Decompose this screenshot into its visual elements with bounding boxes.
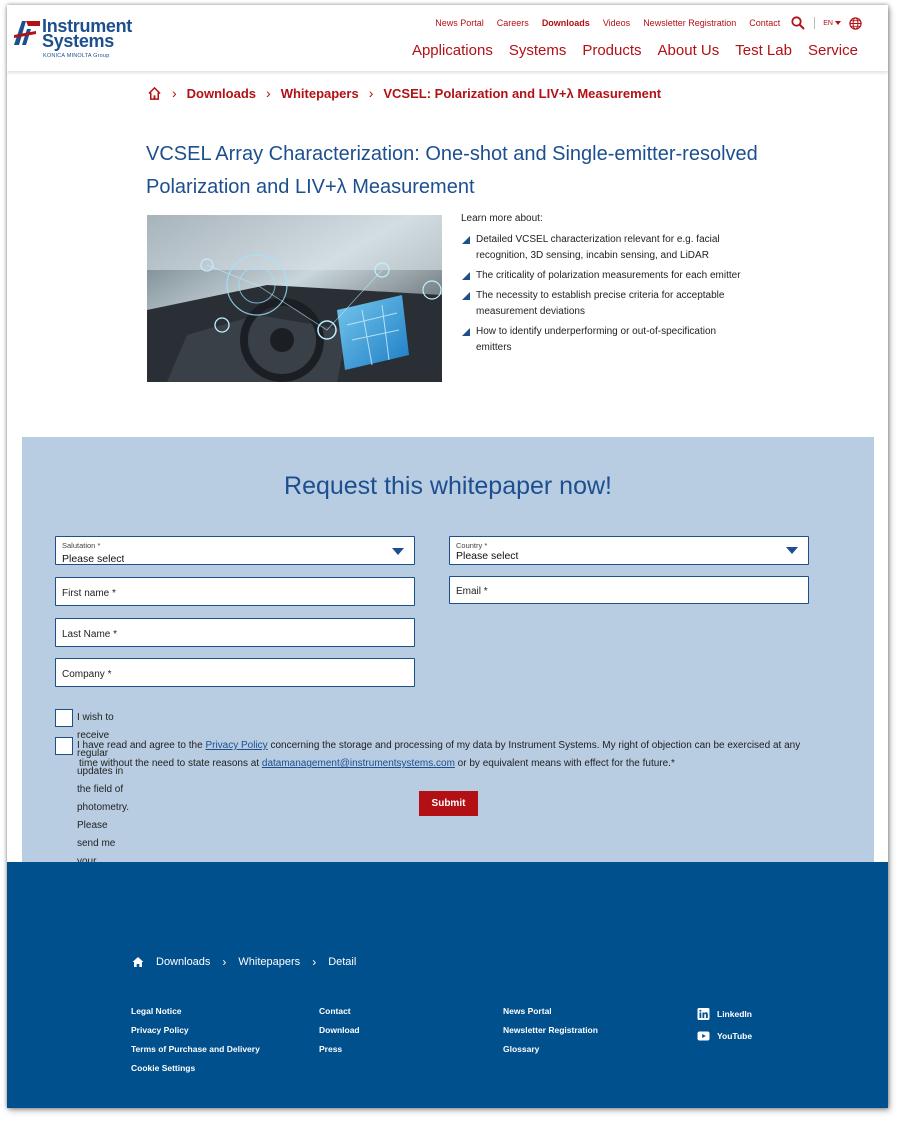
last-name-placeholder: Last Name * [62, 629, 118, 640]
footer-link-terms[interactable]: Terms of Purchase and Delivery [131, 1044, 260, 1054]
submit-button[interactable]: Submit [419, 791, 478, 816]
search-icon[interactable] [791, 16, 805, 30]
privacy-checkbox[interactable] [55, 737, 73, 755]
footer-link-download[interactable]: Download [319, 1025, 360, 1035]
list-item [461, 232, 751, 264]
nav-applications[interactable]: Applications [411, 42, 493, 59]
salutation-label: Salutation * [62, 541, 101, 550]
learn-more-lead: Learn more about: [461, 213, 543, 224]
company-logo[interactable] [12, 15, 152, 63]
nav-systems[interactable]: Systems [508, 42, 567, 59]
home-icon[interactable] [147, 86, 162, 101]
footer-link-cookie-settings[interactable]: Cookie Settings [131, 1063, 196, 1073]
chevron-right-icon: › [312, 955, 317, 969]
footer-link-press[interactable]: Press [319, 1044, 343, 1054]
youtube-label: YouTube [717, 1030, 753, 1041]
newsletter-checkbox[interactable] [55, 709, 73, 727]
footer-link-glossary[interactable]: Glossary [503, 1044, 540, 1054]
privacy-text-line2-after: or by equivalent means with effect for the future.* [454, 758, 675, 769]
logo-subtitle: KONICA MINOLTA Group [43, 53, 110, 59]
top-link-contact[interactable]: Contact [749, 18, 781, 28]
newsletter-text: I wish to receive regular updates in the field of photometry. Please send me [77, 712, 130, 849]
logo-mark-icon [12, 17, 42, 47]
globe-icon[interactable] [849, 17, 862, 30]
home-icon[interactable] [132, 956, 144, 968]
list-item [461, 268, 751, 284]
hero-image [147, 215, 442, 382]
site-footer [7, 862, 888, 1108]
first-name-field[interactable] [55, 577, 415, 606]
footer-link-newsletter[interactable]: Newsletter Registration [503, 1025, 598, 1035]
breadcrumb-current: VCSEL: Polarization and LIV+λ Measurement [383, 85, 662, 101]
top-navigation [422, 16, 862, 30]
footer-link-news-portal[interactable]: News Portal [503, 1006, 552, 1016]
request-form-section [22, 437, 874, 862]
nav-products[interactable]: Products [582, 42, 642, 59]
list-item [461, 288, 751, 320]
logo-text-line1: Instrument [42, 16, 133, 36]
site-header [7, 5, 888, 71]
bullet-icon [462, 272, 470, 280]
language-selector[interactable] [823, 20, 841, 27]
footer-breadcrumb-detail: Detail [328, 956, 357, 968]
footer-column-resources [503, 1007, 598, 1064]
top-link-downloads[interactable]: Downloads [541, 18, 590, 28]
company-placeholder: Company * [62, 669, 112, 680]
chevron-down-icon [786, 547, 798, 554]
country-value: Please select [456, 550, 519, 562]
bullet-icon [462, 328, 470, 336]
privacy-text-line1 [77, 737, 800, 755]
logo-text-line2: Systems [42, 31, 114, 51]
data-management-email-link[interactable]: datamanagement@instrumentsystems.com [261, 758, 455, 769]
chevron-down-icon [835, 21, 841, 25]
bullet-icon [462, 236, 470, 244]
chevron-right-icon: › [222, 955, 227, 969]
email-placeholder: Email * [456, 586, 488, 597]
footer-breadcrumb-whitepapers[interactable]: Whitepapers [238, 956, 301, 968]
list-item-text: The criticality of polarization measurements for each emitter [476, 270, 741, 281]
footer-link-legal-notice[interactable]: Legal Notice [131, 1006, 182, 1016]
bullet-icon [462, 292, 470, 300]
footer-column-company [319, 1007, 360, 1064]
chevron-right-icon: › [266, 85, 271, 101]
footer-breadcrumb [132, 955, 356, 969]
footer-link-youtube[interactable] [697, 1030, 752, 1042]
form-heading: Request this whitepaper now! [284, 472, 612, 500]
main-navigation [396, 42, 858, 59]
page-title: VCSEL Array Characterization: One-shot and Single-emitter-resolved Polarization and LIV+λ Measurement [146, 143, 758, 198]
nav-divider [814, 17, 815, 29]
privacy-policy-link[interactable]: Privacy Policy [205, 740, 268, 751]
company-field[interactable] [55, 658, 415, 687]
nav-service[interactable]: Service [807, 42, 858, 59]
first-name-placeholder: First name * [62, 588, 116, 599]
language-code: EN [823, 19, 833, 27]
salutation-value: Please select [62, 553, 125, 564]
privacy-text-line2 [79, 755, 675, 773]
last-name-field[interactable] [55, 618, 415, 647]
learn-more-list [461, 213, 751, 360]
country-label: Country * [456, 541, 488, 550]
top-link-videos[interactable]: Videos [602, 18, 631, 28]
country-select[interactable] [449, 536, 809, 565]
chevron-down-icon [392, 548, 404, 555]
list-item-text: The necessity to establish precise criteria for acceptable measurement deviations [476, 290, 725, 317]
top-link-newsletter[interactable]: Newsletter Registration [643, 18, 737, 28]
privacy-text-middle: concerning the storage and processing of my data by Instrument Systems. My right of objection can be exercised at any [267, 740, 801, 751]
chevron-right-icon: › [368, 85, 374, 101]
footer-link-linkedin[interactable] [697, 1008, 752, 1020]
privacy-text-before: I have read and agree to the [77, 740, 206, 751]
linkedin-icon [697, 1008, 710, 1020]
page [7, 5, 888, 1108]
footer-breadcrumb-downloads[interactable]: Downloads [156, 956, 211, 968]
top-link-news-portal[interactable]: News Portal [435, 18, 484, 28]
list-item-text: Detailed VCSEL characterization relevant for e.g. facial recognition, 3D sensing, incabin sensing, and LiDAR [476, 234, 720, 261]
footer-column-social [697, 1008, 752, 1052]
linkedin-label: LinkedIn [717, 1008, 752, 1019]
privacy-text-line2-before: time without the need to state reasons at [79, 758, 262, 769]
list-item-text: How to identify underperforming or out-of-specification emitters [476, 326, 717, 353]
footer-link-privacy-policy[interactable]: Privacy Policy [131, 1025, 189, 1035]
footer-link-contact[interactable]: Contact [319, 1006, 351, 1016]
youtube-icon [697, 1030, 710, 1042]
salutation-select[interactable] [55, 536, 415, 565]
email-field[interactable] [449, 576, 809, 604]
nav-about-us[interactable]: About Us [657, 42, 720, 59]
breadcrumb-whitepapers[interactable]: Whitepapers [280, 85, 359, 101]
nav-test-lab[interactable]: Test Lab [735, 42, 792, 59]
breadcrumb [147, 85, 661, 101]
footer-column-legal [131, 1007, 260, 1083]
chevron-right-icon: › [172, 85, 177, 101]
top-link-careers[interactable]: Careers [496, 18, 529, 28]
breadcrumb-downloads[interactable]: Downloads [186, 85, 257, 101]
list-item [461, 324, 751, 356]
